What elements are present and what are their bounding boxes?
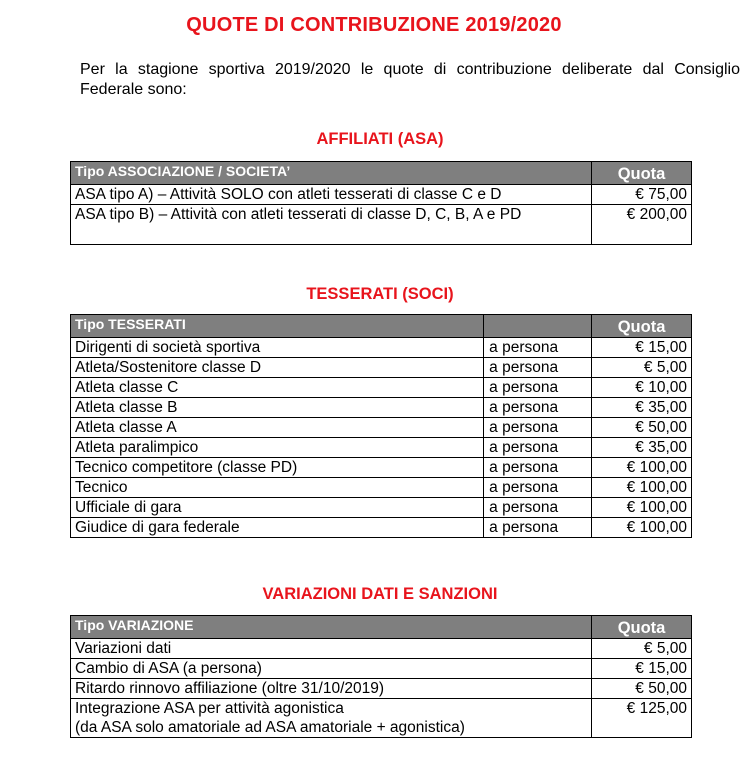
- row-price: € 5,00: [592, 639, 692, 659]
- col-header-type: Tipo TESSERATI: [71, 315, 484, 338]
- row-unit: a persona: [484, 338, 592, 358]
- col-header-quota: Quota: [592, 162, 692, 185]
- col-header-type: Tipo ASSOCIAZIONE / SOCIETA’: [71, 162, 592, 185]
- row-label: Atleta paralimpico: [71, 438, 484, 458]
- table-row: [71, 185, 692, 205]
- table-row: [71, 639, 692, 659]
- table-affiliati: [70, 161, 692, 245]
- table-row: [71, 438, 692, 458]
- col-header-quota: Quota: [592, 315, 692, 338]
- row-price: € 100,00: [592, 498, 692, 518]
- col-header-type: Tipo VARIAZIONE: [71, 616, 592, 639]
- table-row: [71, 679, 692, 699]
- row-price: € 75,00: [592, 185, 692, 205]
- row-label: Ritardo rinnovo affiliazione (oltre 31/10/2019): [71, 679, 592, 699]
- row-label: Atleta classe C: [71, 378, 484, 398]
- row-price: € 10,00: [592, 378, 692, 398]
- row-price: € 125,00: [592, 699, 692, 738]
- row-unit: a persona: [484, 498, 592, 518]
- col-header-unit: [484, 315, 592, 338]
- row-unit: a persona: [484, 458, 592, 478]
- row-label: Cambio di ASA (a persona): [71, 659, 592, 679]
- row-price: € 15,00: [592, 659, 692, 679]
- row-label: Variazioni dati: [71, 639, 592, 659]
- row-label: Tecnico: [71, 478, 484, 498]
- table-row: [71, 699, 692, 738]
- row-price: € 5,00: [592, 358, 692, 378]
- table-row: [71, 458, 692, 478]
- table-variazioni: [70, 615, 692, 738]
- row-label: Giudice di gara federale: [71, 518, 484, 538]
- row-price: € 200,00: [592, 205, 692, 245]
- row-unit: a persona: [484, 398, 592, 418]
- table-row: [71, 358, 692, 378]
- page-title: QUOTE DI CONTRIBUZIONE 2019/2020: [186, 14, 562, 36]
- row-price: € 50,00: [592, 679, 692, 699]
- row-label: Integrazione ASA per attività agonistica: [75, 700, 344, 717]
- row-price: € 50,00: [592, 418, 692, 438]
- row-label: Atleta classe B: [71, 398, 484, 418]
- section-title-affiliati: AFFILIATI (ASA): [316, 130, 444, 148]
- section-title-variazioni: VARIAZIONI DATI E SANZIONI: [262, 585, 498, 603]
- table-row: [71, 518, 692, 538]
- row-price: € 15,00: [592, 338, 692, 358]
- row-label: Atleta classe A: [71, 418, 484, 438]
- row-label: Tecnico competitore (classe PD): [71, 458, 484, 478]
- row-unit: a persona: [484, 378, 592, 398]
- intro-paragraph: Per la stagione sportiva 2019/2020 le quote di contribuzione deliberate dal Consiglio Federale sono:: [80, 61, 740, 98]
- row-unit: a persona: [484, 418, 592, 438]
- table-row: [71, 659, 692, 679]
- table-row: [71, 478, 692, 498]
- row-unit: a persona: [484, 478, 592, 498]
- row-label-multiline: [71, 699, 592, 738]
- table-row: [71, 498, 692, 518]
- table-tesserati: [70, 314, 692, 538]
- table-row: [71, 338, 692, 358]
- row-unit: a persona: [484, 518, 592, 538]
- row-price: € 35,00: [592, 398, 692, 418]
- row-label: Atleta/Sostenitore classe D: [71, 358, 484, 378]
- row-price: € 100,00: [592, 458, 692, 478]
- table-row: [71, 378, 692, 398]
- row-label-note: (da ASA solo amatoriale ad ASA amatoriale + agonistica): [75, 719, 465, 736]
- row-label: Dirigenti di società sportiva: [71, 338, 484, 358]
- table-row: [71, 418, 692, 438]
- row-label: ASA tipo A) – Attività SOLO con atleti tesserati di classe C e D: [71, 185, 592, 205]
- row-price: € 100,00: [592, 478, 692, 498]
- row-label: Ufficiale di gara: [71, 498, 484, 518]
- row-price: € 100,00: [592, 518, 692, 538]
- row-unit: a persona: [484, 358, 592, 378]
- table-row: [71, 398, 692, 418]
- table-row: [71, 205, 692, 245]
- row-price: € 35,00: [592, 438, 692, 458]
- col-header-quota: Quota: [592, 616, 692, 639]
- section-title-tesserati: TESSERATI (SOCI): [306, 285, 454, 303]
- row-label: ASA tipo B) – Attività con atleti tesserati di classe D, C, B, A e PD: [71, 205, 592, 245]
- row-unit: a persona: [484, 438, 592, 458]
